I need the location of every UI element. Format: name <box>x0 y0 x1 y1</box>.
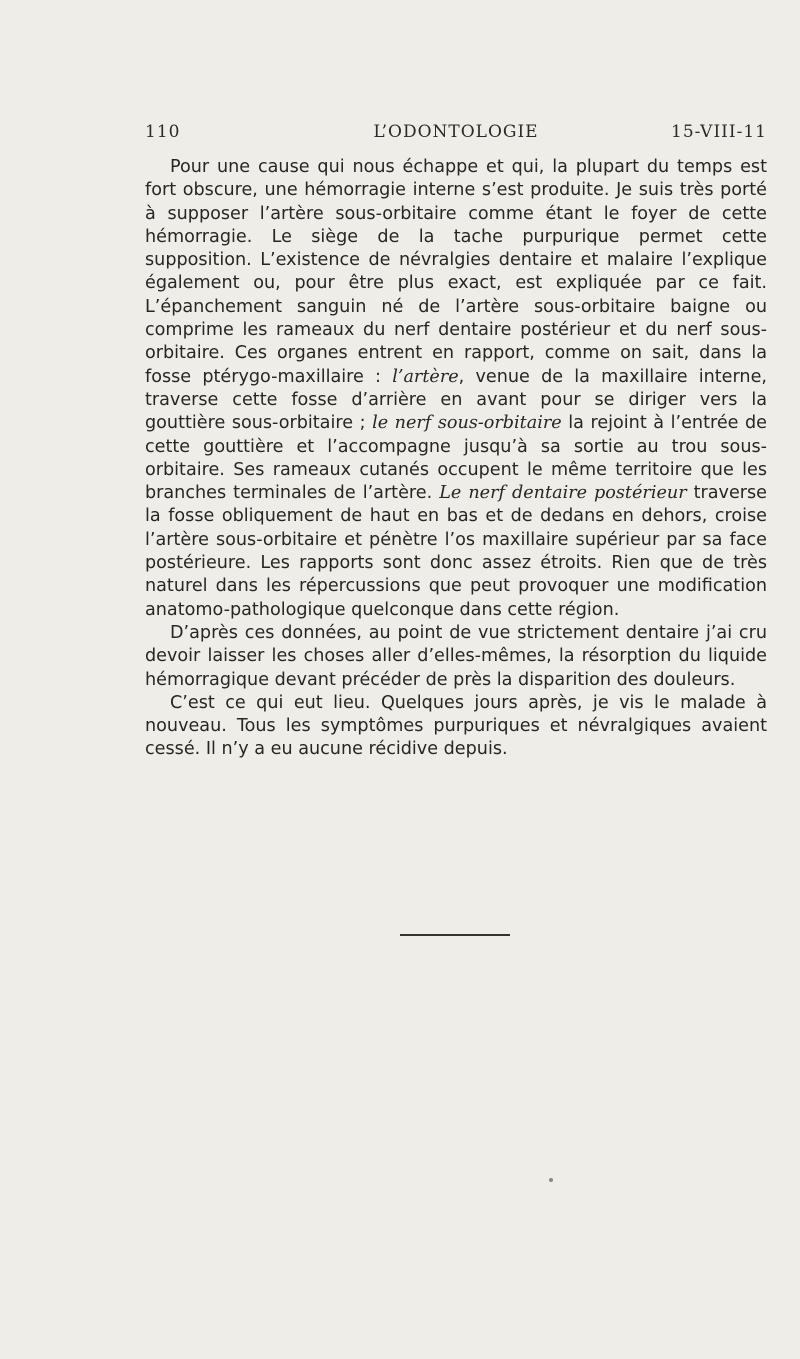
text-segment: , venue de la maxillaire interne, traverse cette fosse d’arrière en avant pour se diriger vers la gouttière sous-orbitaire ; <box>145 366 767 434</box>
text-segment: C’est ce qui eut lieu. Quelques jours après, je vis le malade à nouveau. Tous les symptômes purpuriques et névralgiques avaient cessé. Il n’y a eu aucune récidive depuis. <box>145 692 767 760</box>
article-body <box>145 156 767 762</box>
text-segment: D’après ces données, au point de vue strictement dentaire j’ai cru devoir laisser les choses aller d’elles-mêmes, la résorption du liquide hémorragique devant précéder de près la disparition des douleurs. <box>145 622 767 690</box>
italic-term-nerf-dentaire: Le nerf dentaire postérieur <box>439 483 687 504</box>
text-segment: Pour une cause qui nous échappe et qui, la plupart du temps est fort obscure, une hémorragie interne s’est produite. Je suis très porté à supposer l’artère sous-orbitaire comme étant le foyer de cette hémorragie. Le siège de la tache purpurique permet cette supposition. L’existence de névralgies dentaire et malaire l’explique également ou, pour être plus exact, est expliquée par ce fait. L’épanchement sanguin né de l’artère sous-orbitaire baigne ou comprime les rameaux du nerf dentaire postérieur et du nerf sous-orbitaire. Ces organes entrent en rapport, comme on sait, dans la fosse ptérygo-maxillaire : <box>145 157 767 387</box>
paragraph-2 <box>145 622 767 692</box>
text-segment: la rejoint à l’entrée de cette gouttière et l’accompagne jusqu’à sa sortie au trou sous-orbitaire. Ses rameaux cutanés occupent le même territoire que les branches terminales de l’artère. <box>145 413 768 504</box>
text-segment: traverse la fosse obliquement de haut en bas et de dedans en dehors, croise l’artère sous-orbitaire et pénètre l’os maxillaire supérieur par sa face postérieure. Les rapports sont donc assez étroits. Rien que de très naturel dans les répercussions que peut provoquer une modification anatomo-pathologique quelconque dans cette région. <box>145 483 768 620</box>
paragraph-3 <box>145 692 767 762</box>
ink-speck <box>549 1178 553 1182</box>
journal-title: L’ODONTOLOGIE <box>373 122 539 142</box>
running-header <box>145 122 767 148</box>
end-rule-divider <box>400 934 510 936</box>
page-number: 110 <box>145 122 181 142</box>
paragraph-1 <box>145 156 767 622</box>
issue-date: 15-VIII-11 <box>671 122 767 142</box>
italic-term-nerf-sous-orbitaire: le nerf sous-orbitaire <box>372 413 562 434</box>
italic-term-artere: l’artère <box>392 366 459 387</box>
